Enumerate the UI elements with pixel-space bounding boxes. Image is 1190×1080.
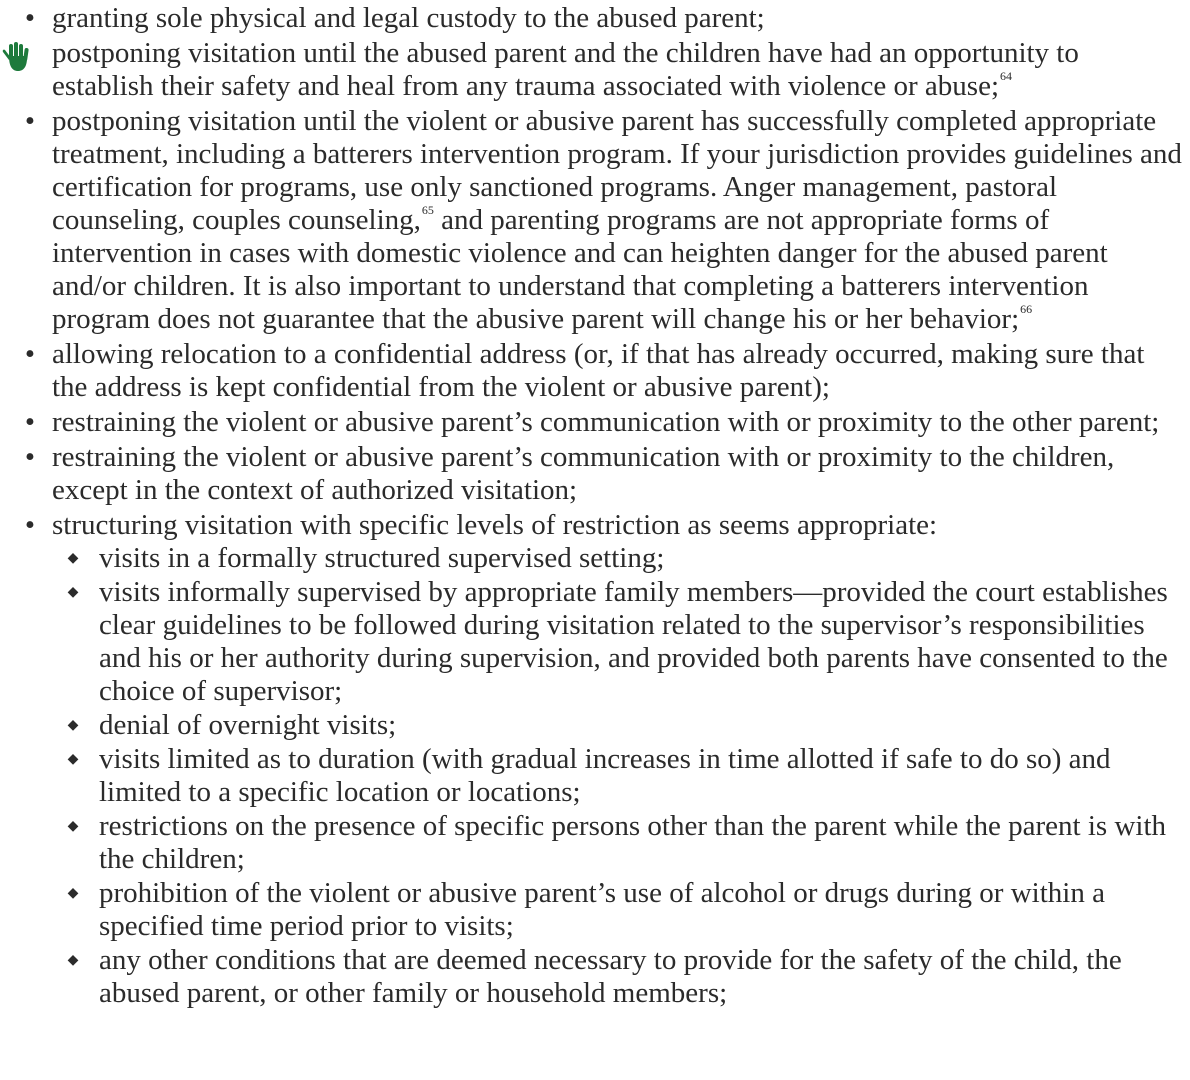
list-item xyxy=(18,509,1186,1010)
sub-list-item-text: denial of overnight visits; xyxy=(99,709,397,741)
sub-list-item xyxy=(52,944,1186,1010)
footnote-ref[interactable]: 66 xyxy=(1020,302,1033,316)
list-item-text: postponing visitation until the violent or abusive parent has successfully completed appropriate treatment, including a batterers intervention program. If your jurisdiction provides guidelines and certification for programs, use only sanctioned programs. Anger management, pastoral counseling, couples counseling, xyxy=(52,105,1182,236)
list-item-text: postponing visitation until the abused parent and the children have had an opportunity to establish their safety and heal from any trauma associated with violence or abuse; xyxy=(52,37,1079,102)
diamond-bullet-icon: ◆ xyxy=(67,585,79,600)
footnote-ref[interactable]: 64 xyxy=(1000,69,1013,83)
diamond-bullet-icon: ◆ xyxy=(67,953,79,968)
bullet-marker: • xyxy=(24,509,36,541)
sub-list-item-text: visits in a formally structured supervised setting; xyxy=(99,542,665,574)
sub-bullet-list xyxy=(52,542,1186,1010)
green-hand-icon xyxy=(0,40,30,72)
sub-list-item-text: restrictions on the presence of specific persons other than the parent while the parent is with the children; xyxy=(99,810,1167,875)
bullet-marker: • xyxy=(24,105,36,137)
list-item-text: structuring visitation with specific levels of restriction as seems appropriate: xyxy=(52,509,938,541)
bullet-marker: • xyxy=(24,338,36,370)
diamond-bullet-icon: ◆ xyxy=(67,718,79,733)
list-item-text: allowing relocation to a confidential address (or, if that has already occurred, making sure that the address is kept confidential from the violent or abusive parent); xyxy=(52,338,1145,403)
sub-list-item-text: visits limited as to duration (with gradual increases in time allotted if safe to do so) and limited to a specific location or locations; xyxy=(99,743,1111,808)
diamond-bullet-icon: ◆ xyxy=(67,752,79,767)
list-item-text: granting sole physical and legal custody to the abused parent; xyxy=(52,2,765,34)
sub-list-item xyxy=(52,542,1186,575)
list-item-text: and parenting programs are not appropriate forms of intervention in cases with domestic violence and can heighten danger for the abused parent and/or children. It is also important to understand that completing a batterers intervention program does not guarantee that the abusive parent will change his or her behavior; xyxy=(52,204,1108,335)
sub-list-item-text: prohibition of the violent or abusive parent’s use of alcohol or drugs during or within a specified time period prior to visits; xyxy=(99,877,1105,942)
list-item xyxy=(18,338,1186,404)
list-item-text: restraining the violent or abusive parent’s communication with or proximity to the children, except in the context of authorized visitation; xyxy=(52,441,1115,506)
bullet-marker: • xyxy=(24,2,36,34)
sub-list-item xyxy=(52,576,1186,708)
list-item xyxy=(18,105,1186,336)
sub-list-item xyxy=(52,743,1186,809)
sub-list-item xyxy=(52,810,1186,876)
list-item xyxy=(18,2,1186,35)
sub-list-item xyxy=(52,709,1186,742)
sub-list-item-text: any other conditions that are deemed necessary to provide for the safety of the child, the abused parent, or other family or household members; xyxy=(99,944,1122,1009)
diamond-bullet-icon: ◆ xyxy=(67,819,79,834)
list-item xyxy=(18,441,1186,507)
list-item xyxy=(18,37,1186,103)
list-item-text: restraining the violent or abusive parent’s communication with or proximity to the other parent; xyxy=(52,406,1160,438)
sub-list-item xyxy=(52,877,1186,943)
sub-list-item-text: visits informally supervised by appropriate family members—provided the court establishes clear guidelines to be followed during visitation related to the supervisor’s responsibilities and his or her authority during supervision, and provided both parents have consented to the choice of supervisor; xyxy=(99,576,1168,707)
diamond-bullet-icon: ◆ xyxy=(67,551,79,566)
diamond-bullet-icon: ◆ xyxy=(67,886,79,901)
list-item xyxy=(18,406,1186,439)
bullet-marker: • xyxy=(24,406,36,438)
bullet-list xyxy=(18,2,1186,1012)
bullet-marker: • xyxy=(24,441,36,473)
footnote-ref[interactable]: 65 xyxy=(421,203,434,217)
